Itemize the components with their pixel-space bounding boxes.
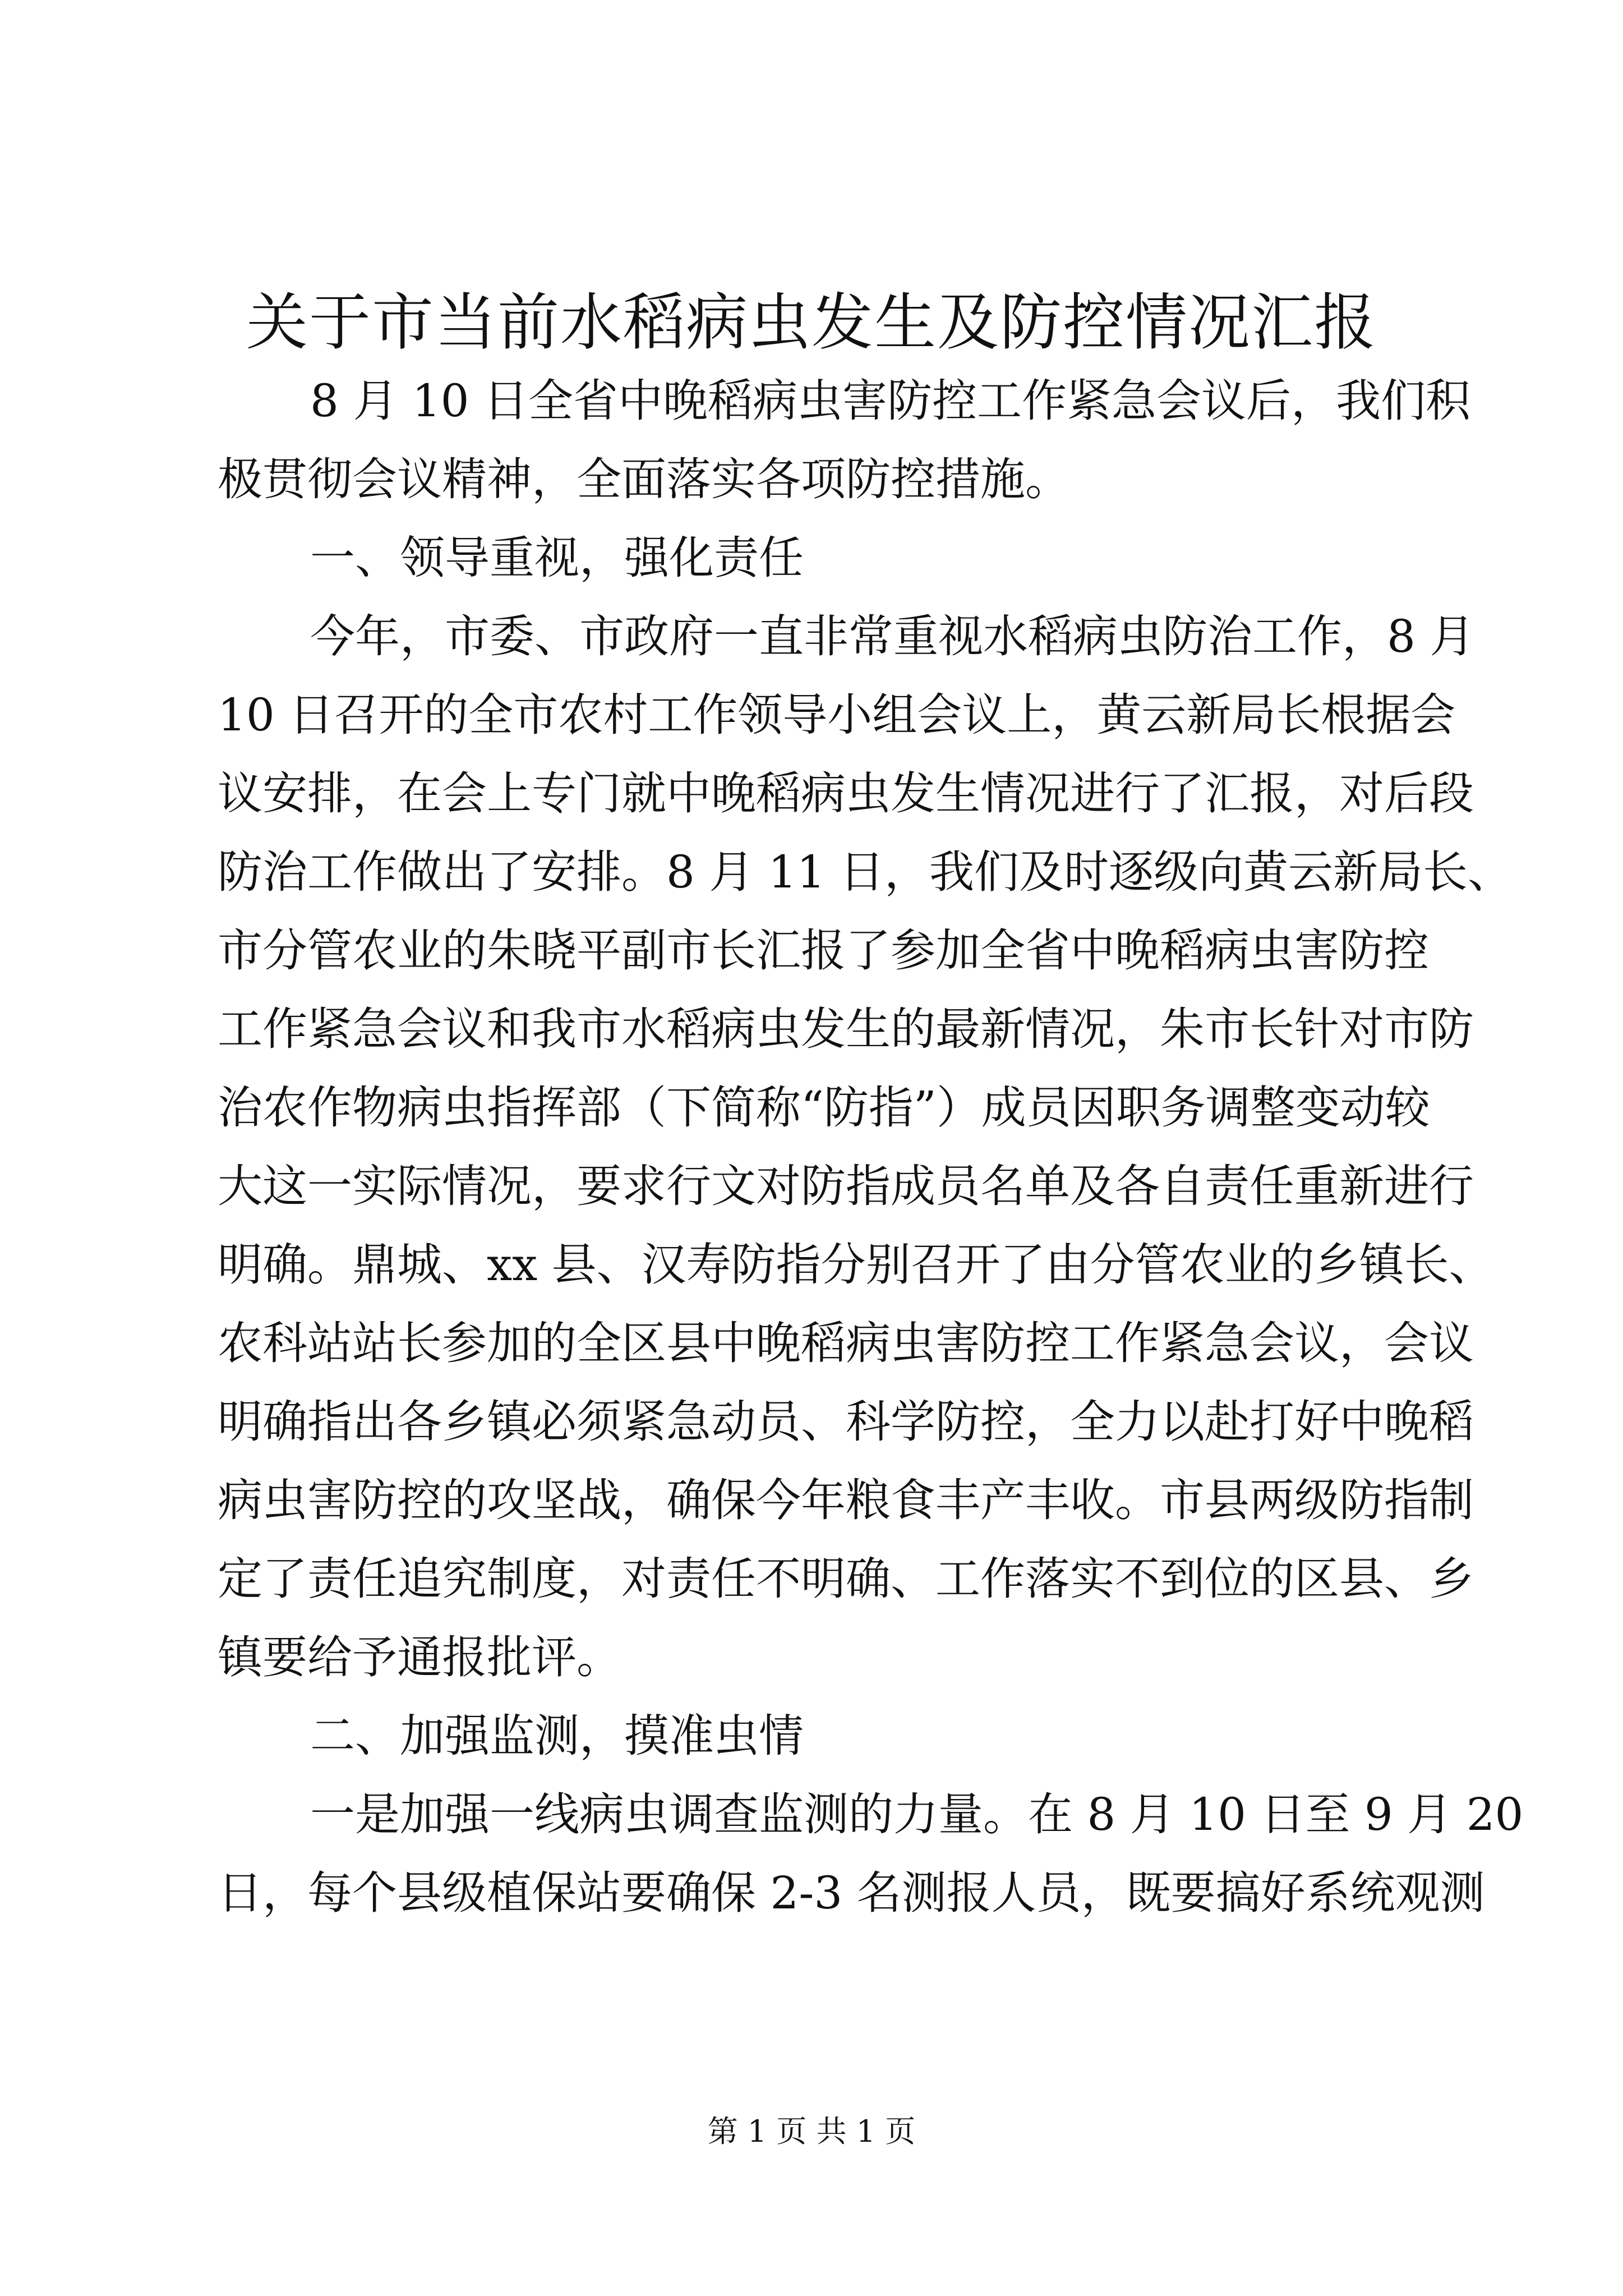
section-heading: 二、加强监测，摸准虫情	[310, 1710, 804, 1762]
paragraph-line: 一是加强一线病虫调查监测的力量。在 8 月 10 日至 9 月 20	[310, 1788, 1524, 1841]
paragraph-line: 病虫害防控的攻坚战，确保今年粮食丰产丰收。市县两级防指制	[218, 1474, 1474, 1526]
paragraph-line: 市分管农业的朱晓平副市长汇报了参加全省中晚稻病虫害防控	[218, 924, 1429, 977]
document-title: 关于市当前水稻病虫发生及防控情况汇报	[246, 287, 1377, 358]
paragraph-line: 明确指出各乡镇必须紧急动员、科学防控，全力以赴打好中晚稻	[218, 1396, 1474, 1448]
paragraph-line: 明确。鼎城、xx 县、汉寿防指分别召开了由分管农业的乡镇长、	[218, 1239, 1494, 1291]
section-heading: 一、领导重视，强化责任	[310, 532, 804, 584]
paragraph-line: 治农作物病虫指挥部（下简称“防指”）成员因职务调整变动较	[218, 1082, 1430, 1134]
paragraph-line: 工作紧急会议和我市水稻病虫发生的最新情况，朱市长针对市防	[218, 1003, 1474, 1055]
paragraph-line: 防治工作做出了安排。8 月 11 日，我们及时逐级向黄云新局长、	[218, 846, 1513, 898]
paragraph-line: 极贯彻会议精神，全面落实各项防控措施。	[218, 453, 1070, 505]
page-number-footer: 第 1 页 共 1 页	[707, 2114, 916, 2149]
paragraph-line: 今年，市委、市政府一直非常重视水稻病虫防治工作，8 月	[310, 610, 1475, 662]
document-body	[218, 362, 1524, 1932]
paragraph-line: 镇要给予通报批评。	[218, 1631, 621, 1683]
paragraph-line: 日，每个县级植保站要确保 2-3 名测报人员，既要搞好系统观测	[218, 1867, 1485, 1919]
paragraph-line: 议安排，在会上专门就中晚稻病虫发生情况进行了汇报，对后段	[218, 767, 1474, 820]
paragraph-line: 定了责任追究制度，对责任不明确、工作落实不到位的区县、乡	[218, 1553, 1474, 1605]
paragraph-line: 大这一实际情况，要求行文对防指成员名单及各自责任重新进行	[218, 1160, 1474, 1212]
paragraph-line: 10 日召开的全市农村工作领导小组会议上，黄云新局长根据会	[218, 689, 1456, 741]
paragraph-line: 农科站站长参加的全区县中晚稻病虫害防控工作紧急会议，会议	[218, 1317, 1474, 1369]
paragraph-line: 8 月 10 日全省中晚稻病虫害防控工作紧急会议后，我们积	[310, 375, 1470, 427]
